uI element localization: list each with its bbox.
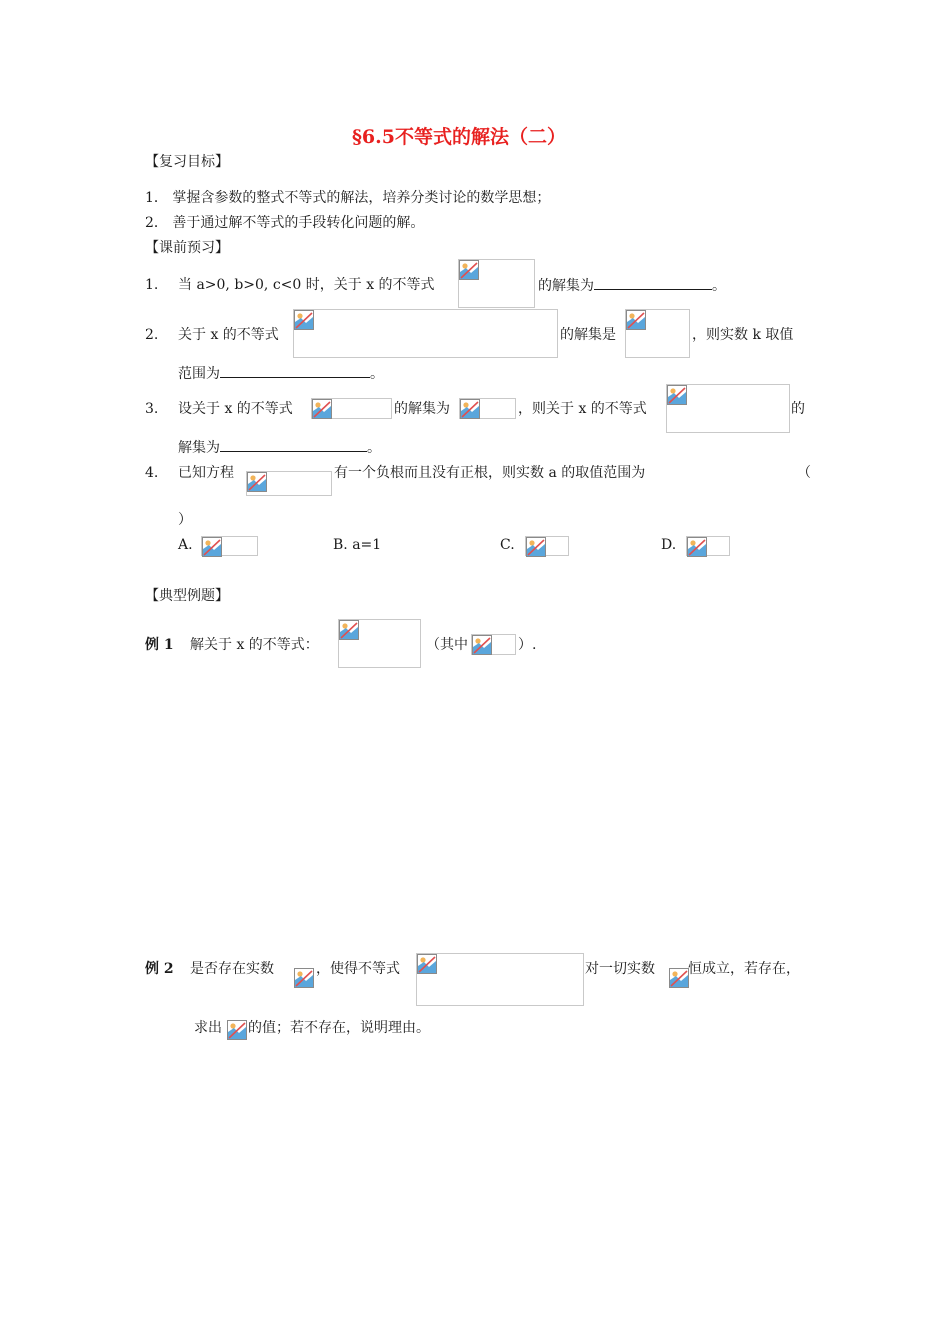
formula-image: [293, 309, 558, 358]
broken-image-icon: [339, 620, 359, 640]
question-number: 1.: [145, 277, 159, 293]
broken-image-icon: [669, 968, 689, 988]
page-title: §6.5不等式的解法（二）: [352, 126, 566, 148]
example1-text: 解关于 x 的不等式：: [190, 637, 319, 653]
example2-text: 是否存在实数: [190, 961, 274, 977]
question-text: 的解集是: [560, 327, 616, 343]
broken-image-icon: [294, 968, 314, 988]
broken-image-icon: [687, 537, 707, 557]
question-text: ，则关于 x 的不等式: [518, 401, 647, 417]
broken-image-icon: [526, 537, 546, 557]
section-preview: 【课前预习】: [145, 240, 229, 256]
question-text: 的解集为: [394, 401, 450, 417]
example2-text: 的值；若不存在，说明理由。: [248, 1020, 430, 1036]
formula-image: [525, 536, 569, 556]
broken-image-icon: [472, 635, 492, 655]
choice-b: B. a=1: [333, 537, 382, 553]
choice-a-label: A.: [178, 537, 193, 553]
question-text: 当 a>0, b>0, c<0 时，关于 x 的不等式: [178, 277, 435, 293]
formula-image: [338, 619, 421, 668]
broken-image-icon: [626, 310, 646, 330]
formula-image: [669, 968, 687, 988]
broken-image-icon: [202, 537, 222, 557]
formula-image: [201, 536, 258, 556]
example2-text: 求出: [194, 1020, 222, 1036]
formula-image: [311, 398, 392, 419]
formula-image: [625, 309, 690, 358]
formula-image: [458, 259, 535, 308]
question-number: 3.: [145, 401, 159, 417]
formula-image: [686, 536, 730, 556]
example2-text: ，使得不等式: [316, 961, 400, 977]
question-text: 设关于 x 的不等式: [178, 401, 293, 417]
formula-image: [294, 968, 314, 988]
question-text: 的解集为 。: [538, 275, 726, 296]
goal-item: 1． 掌握含参数的整式不等式的解法，培养分类讨论的数学思想；: [145, 190, 551, 206]
broken-image-icon: [294, 310, 314, 330]
formula-image: [666, 384, 790, 433]
question-text: 关于 x 的不等式: [178, 327, 279, 343]
broken-image-icon: [247, 472, 267, 492]
broken-image-icon: [459, 260, 479, 280]
example1-label: 例 1: [145, 637, 174, 653]
choice-c-label: C.: [500, 537, 515, 553]
formula-image: [246, 471, 332, 496]
question-number: 2.: [145, 327, 159, 343]
question-text: 解集为 。: [178, 437, 381, 458]
formula-image: [416, 953, 584, 1006]
broken-image-icon: [312, 399, 332, 419]
goal-item: 2． 善于通过解不等式的手段转化问题的解。: [145, 215, 425, 231]
formula-image: [459, 398, 516, 419]
section-review-goals: 【复习目标】: [145, 154, 229, 170]
question-text: 的: [791, 401, 805, 417]
broken-image-icon: [417, 954, 437, 974]
broken-image-icon: [460, 399, 480, 419]
example2-text: 对一切实数: [585, 961, 655, 977]
example1-text: （其中: [426, 637, 468, 653]
paren-open: （: [797, 465, 811, 481]
formula-image: [471, 634, 516, 655]
question-text: 有一个负根而且没有正根，则实数 a 的取值范围为: [334, 465, 646, 481]
question-text: 已知方程: [178, 465, 234, 481]
broken-image-icon: [667, 385, 687, 405]
question-text: 范围为 。: [178, 363, 384, 384]
question-text: ，则实数 k 取值: [692, 327, 794, 343]
formula-image: [227, 1020, 247, 1040]
section-examples: 【典型例题】: [145, 588, 229, 604]
broken-image-icon: [227, 1020, 247, 1040]
example2-text: 恒成立，若存在，: [688, 961, 800, 977]
choice-d-label: D.: [661, 537, 677, 553]
paren-close: ）: [178, 512, 192, 528]
example1-text: ）.: [518, 637, 537, 653]
example2-label: 例 2: [145, 961, 174, 977]
question-number: 4.: [145, 465, 159, 481]
